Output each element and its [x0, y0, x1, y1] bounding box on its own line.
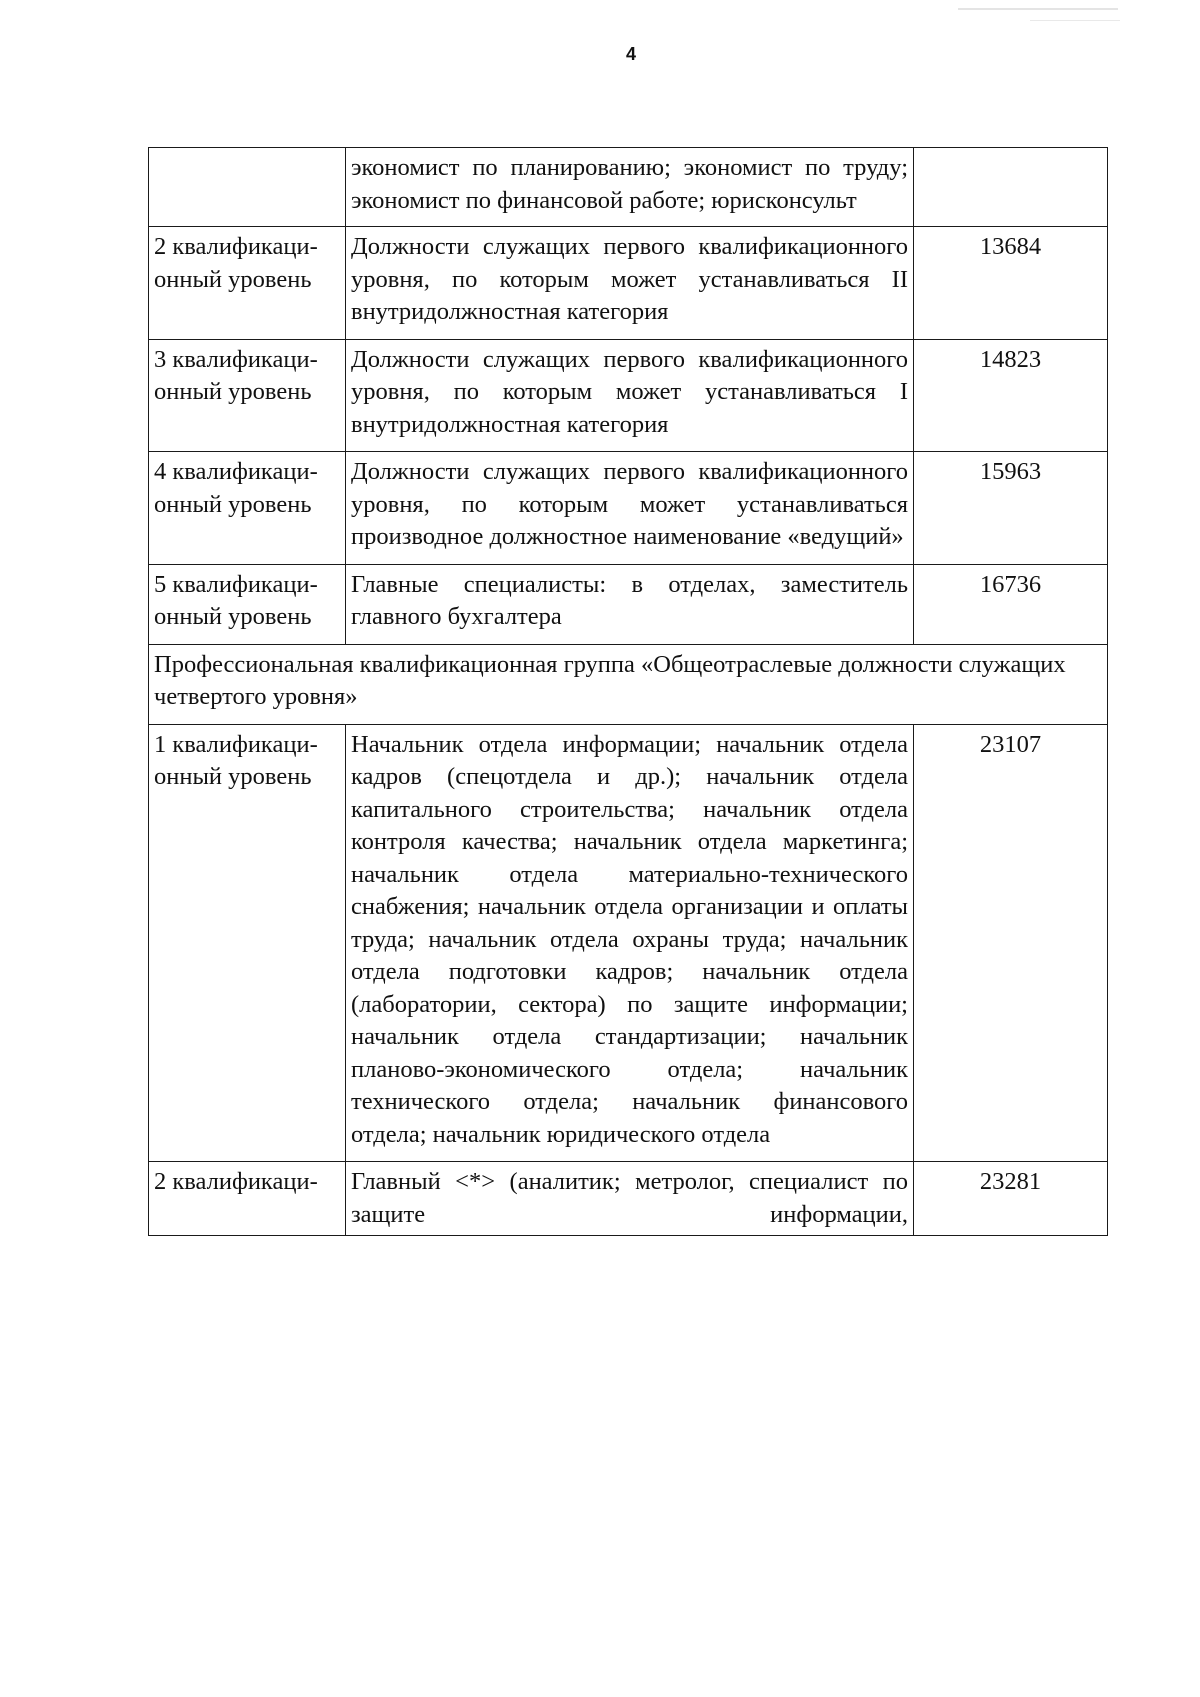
- salary-cell: 23281: [914, 1162, 1108, 1236]
- table-row: [149, 227, 1108, 340]
- table-row: [149, 148, 1108, 227]
- table-row: [149, 452, 1108, 565]
- table-row: [149, 724, 1108, 1162]
- table-row: [149, 339, 1108, 452]
- level-cell: [149, 148, 346, 227]
- group-title: Профессиональная квалификационная группа «Общеотраслевые должности служащих четвертого уровня»: [149, 644, 1108, 724]
- description-cell: Главный <*> (аналитик; метролог, специалист по защите информации,: [346, 1162, 914, 1236]
- level-cell: 2 квалификаци- онный уровень: [149, 227, 346, 340]
- description-cell: экономист по планированию; экономист по труду; экономист по финансовой работе; юрисконсульт: [346, 148, 914, 227]
- scan-artifact: [1030, 20, 1120, 21]
- salary-cell: 13684: [914, 227, 1108, 340]
- salary-cell: 14823: [914, 339, 1108, 452]
- level-cell: 3 квалификаци- онный уровень: [149, 339, 346, 452]
- scan-artifact: [958, 8, 1118, 10]
- page-number: 4: [625, 44, 636, 64]
- level-cell: 1 квалификаци- онный уровень: [149, 724, 346, 1162]
- salary-cell: 15963: [914, 452, 1108, 565]
- salary-cell: 23107: [914, 724, 1108, 1162]
- description-cell: Должности служащих первого квалификационного уровня, по которым может устанавливаться производное должностное наименование «ведущий»: [346, 452, 914, 565]
- salary-cell: 16736: [914, 564, 1108, 644]
- table-row: [149, 1162, 1108, 1236]
- description-cell: Начальник отдела информации; начальник отдела кадров (спецотдела и др.); начальник отдела капитального строительства; начальник отдела контроля качества; начальник отдела маркетинга; начальник отдела материально-технического снабжения; начальник отдела организации и оплаты труда; начальник отдела охраны труда; начальник отдела подготовки кадров; начальник отдела (лаборатории, сектора) по защите информации; начальник отдела стандартизации; начальник планово-экономического отдела; начальник технического отдела; начальник финансового отдела; начальник юридического отдела: [346, 724, 914, 1162]
- level-cell: 2 квалификаци-: [149, 1162, 346, 1236]
- qualification-table: [148, 147, 1108, 1236]
- description-cell: Должности служащих первого квалификационного уровня, по которым может устанавливаться I внутридолжностная категория: [346, 339, 914, 452]
- description-cell: Главные специалисты: в отделах, заместитель главного бухгалтера: [346, 564, 914, 644]
- description-cell: Должности служащих первого квалификационного уровня, по которым может устанавливаться II внутридолжностная категория: [346, 227, 914, 340]
- table-row: [149, 564, 1108, 644]
- level-cell: 4 квалификаци- онный уровень: [149, 452, 346, 565]
- group-header-row: [149, 644, 1108, 724]
- level-cell: 5 квалификаци- онный уровень: [149, 564, 346, 644]
- salary-cell: [914, 148, 1108, 227]
